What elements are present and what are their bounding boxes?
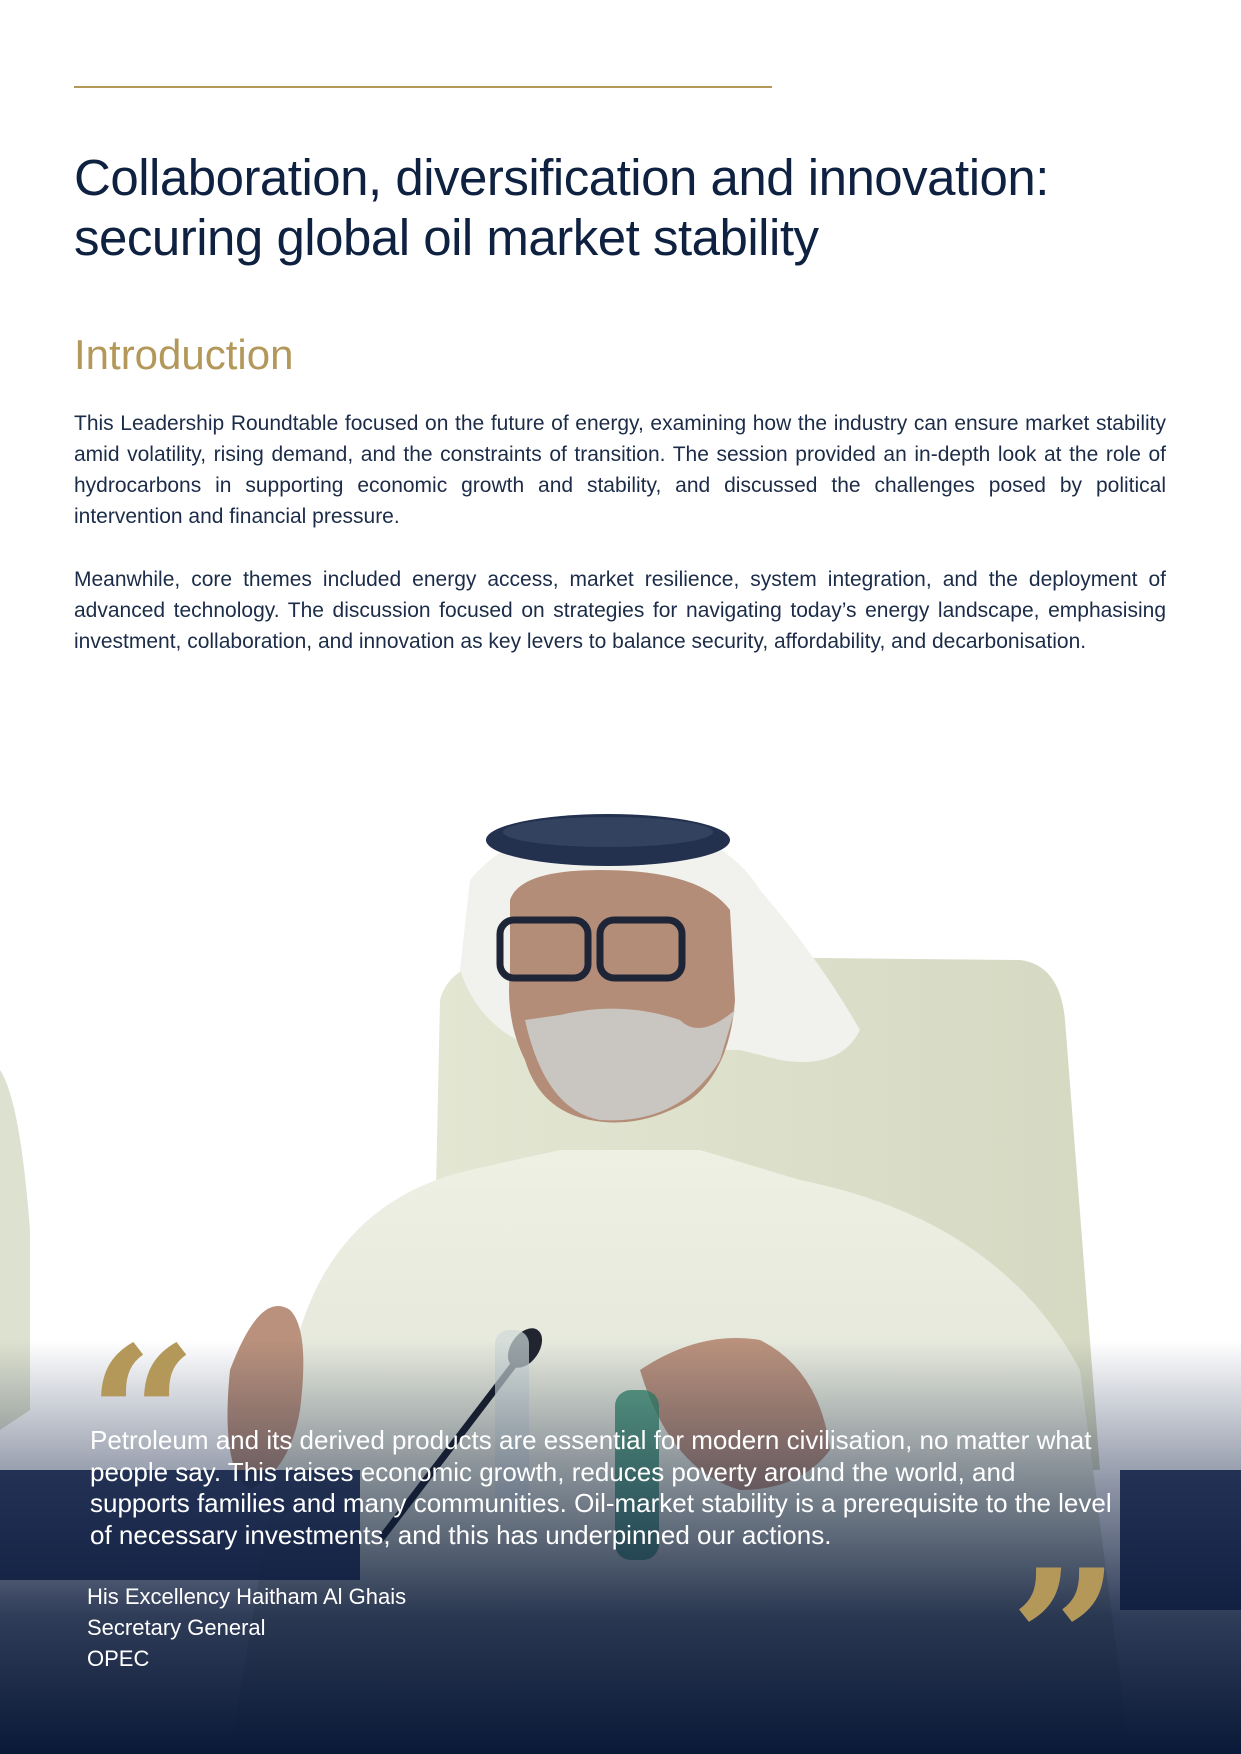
intro-paragraph-2: Meanwhile, core themes included energy access, market resilience, system integration, and the deployment of advanced technology. The discussion focused on strategies for navigating today’s energy landscape, emphasising investment, collaboration, and innovation as key levers to balance security, affordability, and decarbonisation. xyxy=(74,568,1166,653)
speaker-title: Secretary General xyxy=(87,1615,266,1640)
speaker-name: His Excellency Haitham Al Ghais xyxy=(87,1584,407,1609)
page-title: Collaboration, diversification and innovation: securing global oil market stability xyxy=(74,149,1049,266)
speaker-organization: OPEC xyxy=(87,1646,150,1671)
intro-paragraph-1: This Leadership Roundtable focused on the future of energy, examining how the industry can ensure market stability amid volatility, rising demand, and the constraints of transition. The session provided an in-depth look at the role of hydrocarbons in supporting economic growth and stability, and discussed the challenges posed by political intervention and financial pressure. xyxy=(74,412,1166,528)
quote-text: Petroleum and its derived products are essential for modern civilisation, no matter what people say. This raises economic growth, reduces poverty around the world, and supports families and many communities. Oil-market stability is a prerequisite to the level of necessary investments, and this has underpinned our actions. xyxy=(90,1425,1112,1550)
quote-attribution xyxy=(87,1581,687,1674)
open-quote-icon xyxy=(88,1322,178,1402)
header-rule xyxy=(74,86,772,88)
intro-heading: Introduction xyxy=(74,331,294,378)
close-quote-icon xyxy=(1010,1545,1100,1625)
